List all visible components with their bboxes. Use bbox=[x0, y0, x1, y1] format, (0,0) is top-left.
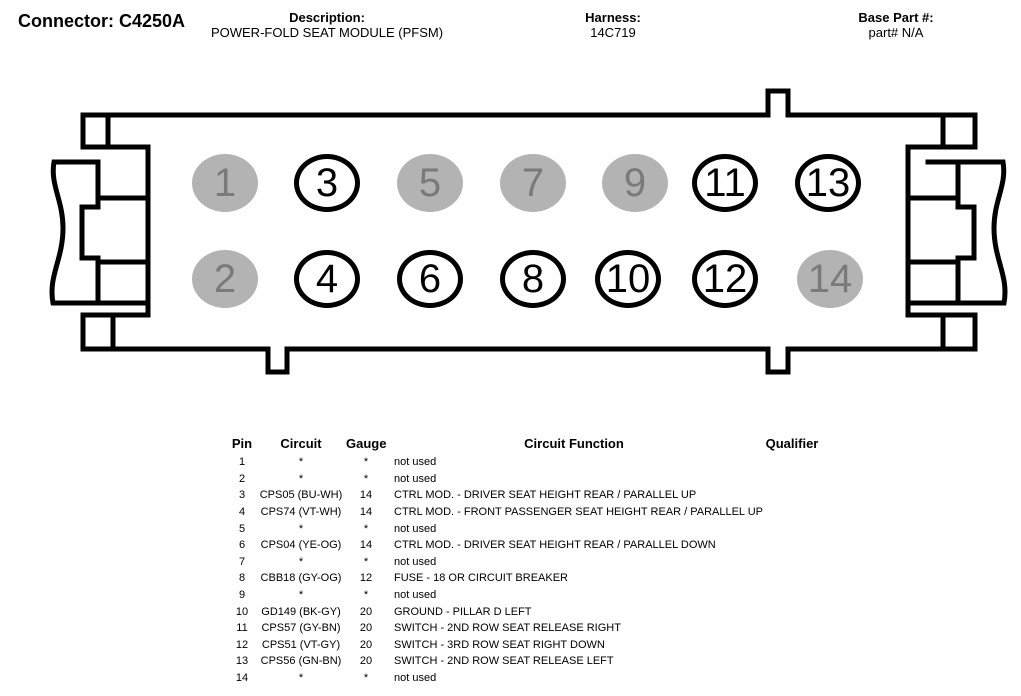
cell-function: not used bbox=[394, 456, 437, 469]
cell-circuit: GD149 (BK-GY) bbox=[261, 605, 341, 618]
cell-gauge: 20 bbox=[359, 622, 373, 635]
pin-6: 6 bbox=[397, 250, 463, 308]
pin-11: 11 bbox=[692, 154, 758, 212]
table-row bbox=[228, 471, 822, 488]
pin-2: 2 bbox=[192, 250, 258, 308]
table-row bbox=[228, 520, 822, 537]
cell-circuit: * bbox=[298, 589, 304, 602]
column-header-gauge: Gauge bbox=[346, 436, 387, 451]
pin-5: 5 bbox=[397, 154, 463, 212]
cell-circuit: * bbox=[298, 555, 304, 568]
cell-gauge: * bbox=[363, 456, 369, 469]
column-header-qualifier: Qualifier bbox=[765, 436, 819, 451]
cell-circuit: CBB18 (GY-OG) bbox=[260, 572, 342, 585]
cell-function: CTRL MOD. - DRIVER SEAT HEIGHT REAR / PARALLEL UP bbox=[394, 489, 697, 502]
cell-gauge: 20 bbox=[359, 605, 373, 618]
cell-gauge: * bbox=[363, 472, 369, 485]
pin-3: 3 bbox=[294, 154, 360, 212]
cell-function: not used bbox=[394, 472, 437, 485]
cell-pin: 8 bbox=[238, 572, 246, 585]
column-header-circuit: Circuit bbox=[280, 436, 322, 451]
pin-8: 8 bbox=[500, 250, 566, 308]
cell-function: SWITCH - 2ND ROW SEAT RELEASE RIGHT bbox=[394, 622, 621, 635]
table-row bbox=[228, 603, 822, 620]
table-row bbox=[228, 587, 822, 604]
cell-gauge: 20 bbox=[359, 655, 373, 668]
cell-gauge: 14 bbox=[359, 489, 373, 502]
harness-value: 14C719 bbox=[590, 25, 636, 40]
cell-gauge: 12 bbox=[359, 572, 373, 585]
description-label: Description: bbox=[289, 10, 365, 25]
cell-pin: 10 bbox=[235, 605, 249, 618]
cell-function: not used bbox=[394, 522, 437, 535]
harness-label: Harness: bbox=[585, 10, 641, 25]
column-header-pin: Pin bbox=[231, 436, 253, 451]
pinout-table-header bbox=[228, 436, 822, 452]
cell-pin: 6 bbox=[238, 539, 246, 552]
pin-1: 1 bbox=[192, 154, 258, 212]
table-row bbox=[228, 570, 822, 587]
pin-7: 7 bbox=[500, 154, 566, 212]
cell-pin: 11 bbox=[236, 622, 248, 635]
cell-function: not used bbox=[394, 672, 437, 685]
cell-circuit: * bbox=[298, 472, 304, 485]
cell-circuit: * bbox=[298, 522, 304, 535]
table-row bbox=[228, 637, 822, 654]
cell-circuit: CPS74 (VT-WH) bbox=[260, 506, 342, 519]
cell-function: SWITCH - 3RD ROW SEAT RIGHT DOWN bbox=[394, 638, 605, 651]
cell-pin: 3 bbox=[238, 489, 246, 502]
cell-gauge: * bbox=[363, 672, 369, 685]
column-header-function: Circuit Function bbox=[524, 436, 624, 451]
cell-pin: 4 bbox=[238, 506, 246, 519]
cell-pin: 2 bbox=[238, 472, 246, 485]
cell-pin: 5 bbox=[238, 522, 246, 535]
cell-function: CTRL MOD. - DRIVER SEAT HEIGHT REAR / PARALLEL DOWN bbox=[394, 539, 716, 552]
cell-function: GROUND - PILLAR D LEFT bbox=[394, 605, 532, 618]
pinout-table-body bbox=[228, 454, 822, 686]
cell-circuit: * bbox=[298, 672, 304, 685]
table-row bbox=[228, 454, 822, 471]
cell-gauge: * bbox=[363, 522, 369, 535]
cell-pin: 7 bbox=[238, 555, 246, 568]
pin-12: 12 bbox=[692, 250, 758, 308]
cell-pin: 13 bbox=[235, 655, 249, 668]
base-part-value: part# N/A bbox=[868, 25, 924, 40]
cell-gauge: * bbox=[363, 555, 369, 568]
cell-gauge: 20 bbox=[359, 638, 373, 651]
cell-pin: 14 bbox=[235, 672, 249, 685]
pin-13: 13 bbox=[795, 154, 861, 212]
table-row bbox=[228, 653, 822, 670]
pin-4: 4 bbox=[294, 250, 360, 308]
cell-function: CTRL MOD. - FRONT PASSENGER SEAT HEIGHT REAR / PARALLEL UP bbox=[394, 506, 763, 519]
pin-10: 10 bbox=[595, 250, 661, 308]
table-row bbox=[228, 504, 822, 521]
cell-circuit: CPS57 (GY-BN) bbox=[261, 622, 341, 635]
cell-function: not used bbox=[394, 555, 437, 568]
base-part-label: Base Part #: bbox=[858, 10, 934, 25]
cell-circuit: CPS51 (VT-GY) bbox=[261, 638, 341, 651]
table-row bbox=[228, 487, 822, 504]
cell-gauge: 14 bbox=[359, 506, 373, 519]
cell-function: FUSE - 18 OR CIRCUIT BREAKER bbox=[394, 572, 568, 585]
cell-pin: 1 bbox=[238, 456, 246, 469]
table-row bbox=[228, 620, 822, 637]
cell-pin: 12 bbox=[235, 638, 249, 651]
cell-function: not used bbox=[394, 589, 437, 602]
pinout-table bbox=[228, 436, 822, 686]
cell-circuit: CPS56 (GN-BN) bbox=[260, 655, 342, 668]
table-row bbox=[228, 670, 822, 687]
cell-pin: 9 bbox=[238, 589, 246, 602]
cell-circuit: CPS05 (BU-WH) bbox=[259, 489, 343, 502]
description-value: POWER-FOLD SEAT MODULE (PFSM) bbox=[210, 25, 444, 40]
table-row bbox=[228, 554, 822, 571]
connector-title: Connector: C4250A bbox=[18, 11, 186, 31]
cell-function: SWITCH - 2ND ROW SEAT RELEASE LEFT bbox=[394, 655, 614, 668]
cell-circuit: * bbox=[298, 456, 304, 469]
pin-14: 14 bbox=[797, 250, 863, 308]
cell-gauge: 14 bbox=[359, 539, 373, 552]
pin-9: 9 bbox=[602, 154, 668, 212]
cell-circuit: CPS04 (YE-OG) bbox=[260, 539, 342, 552]
table-row bbox=[228, 537, 822, 554]
cell-gauge: * bbox=[363, 589, 369, 602]
